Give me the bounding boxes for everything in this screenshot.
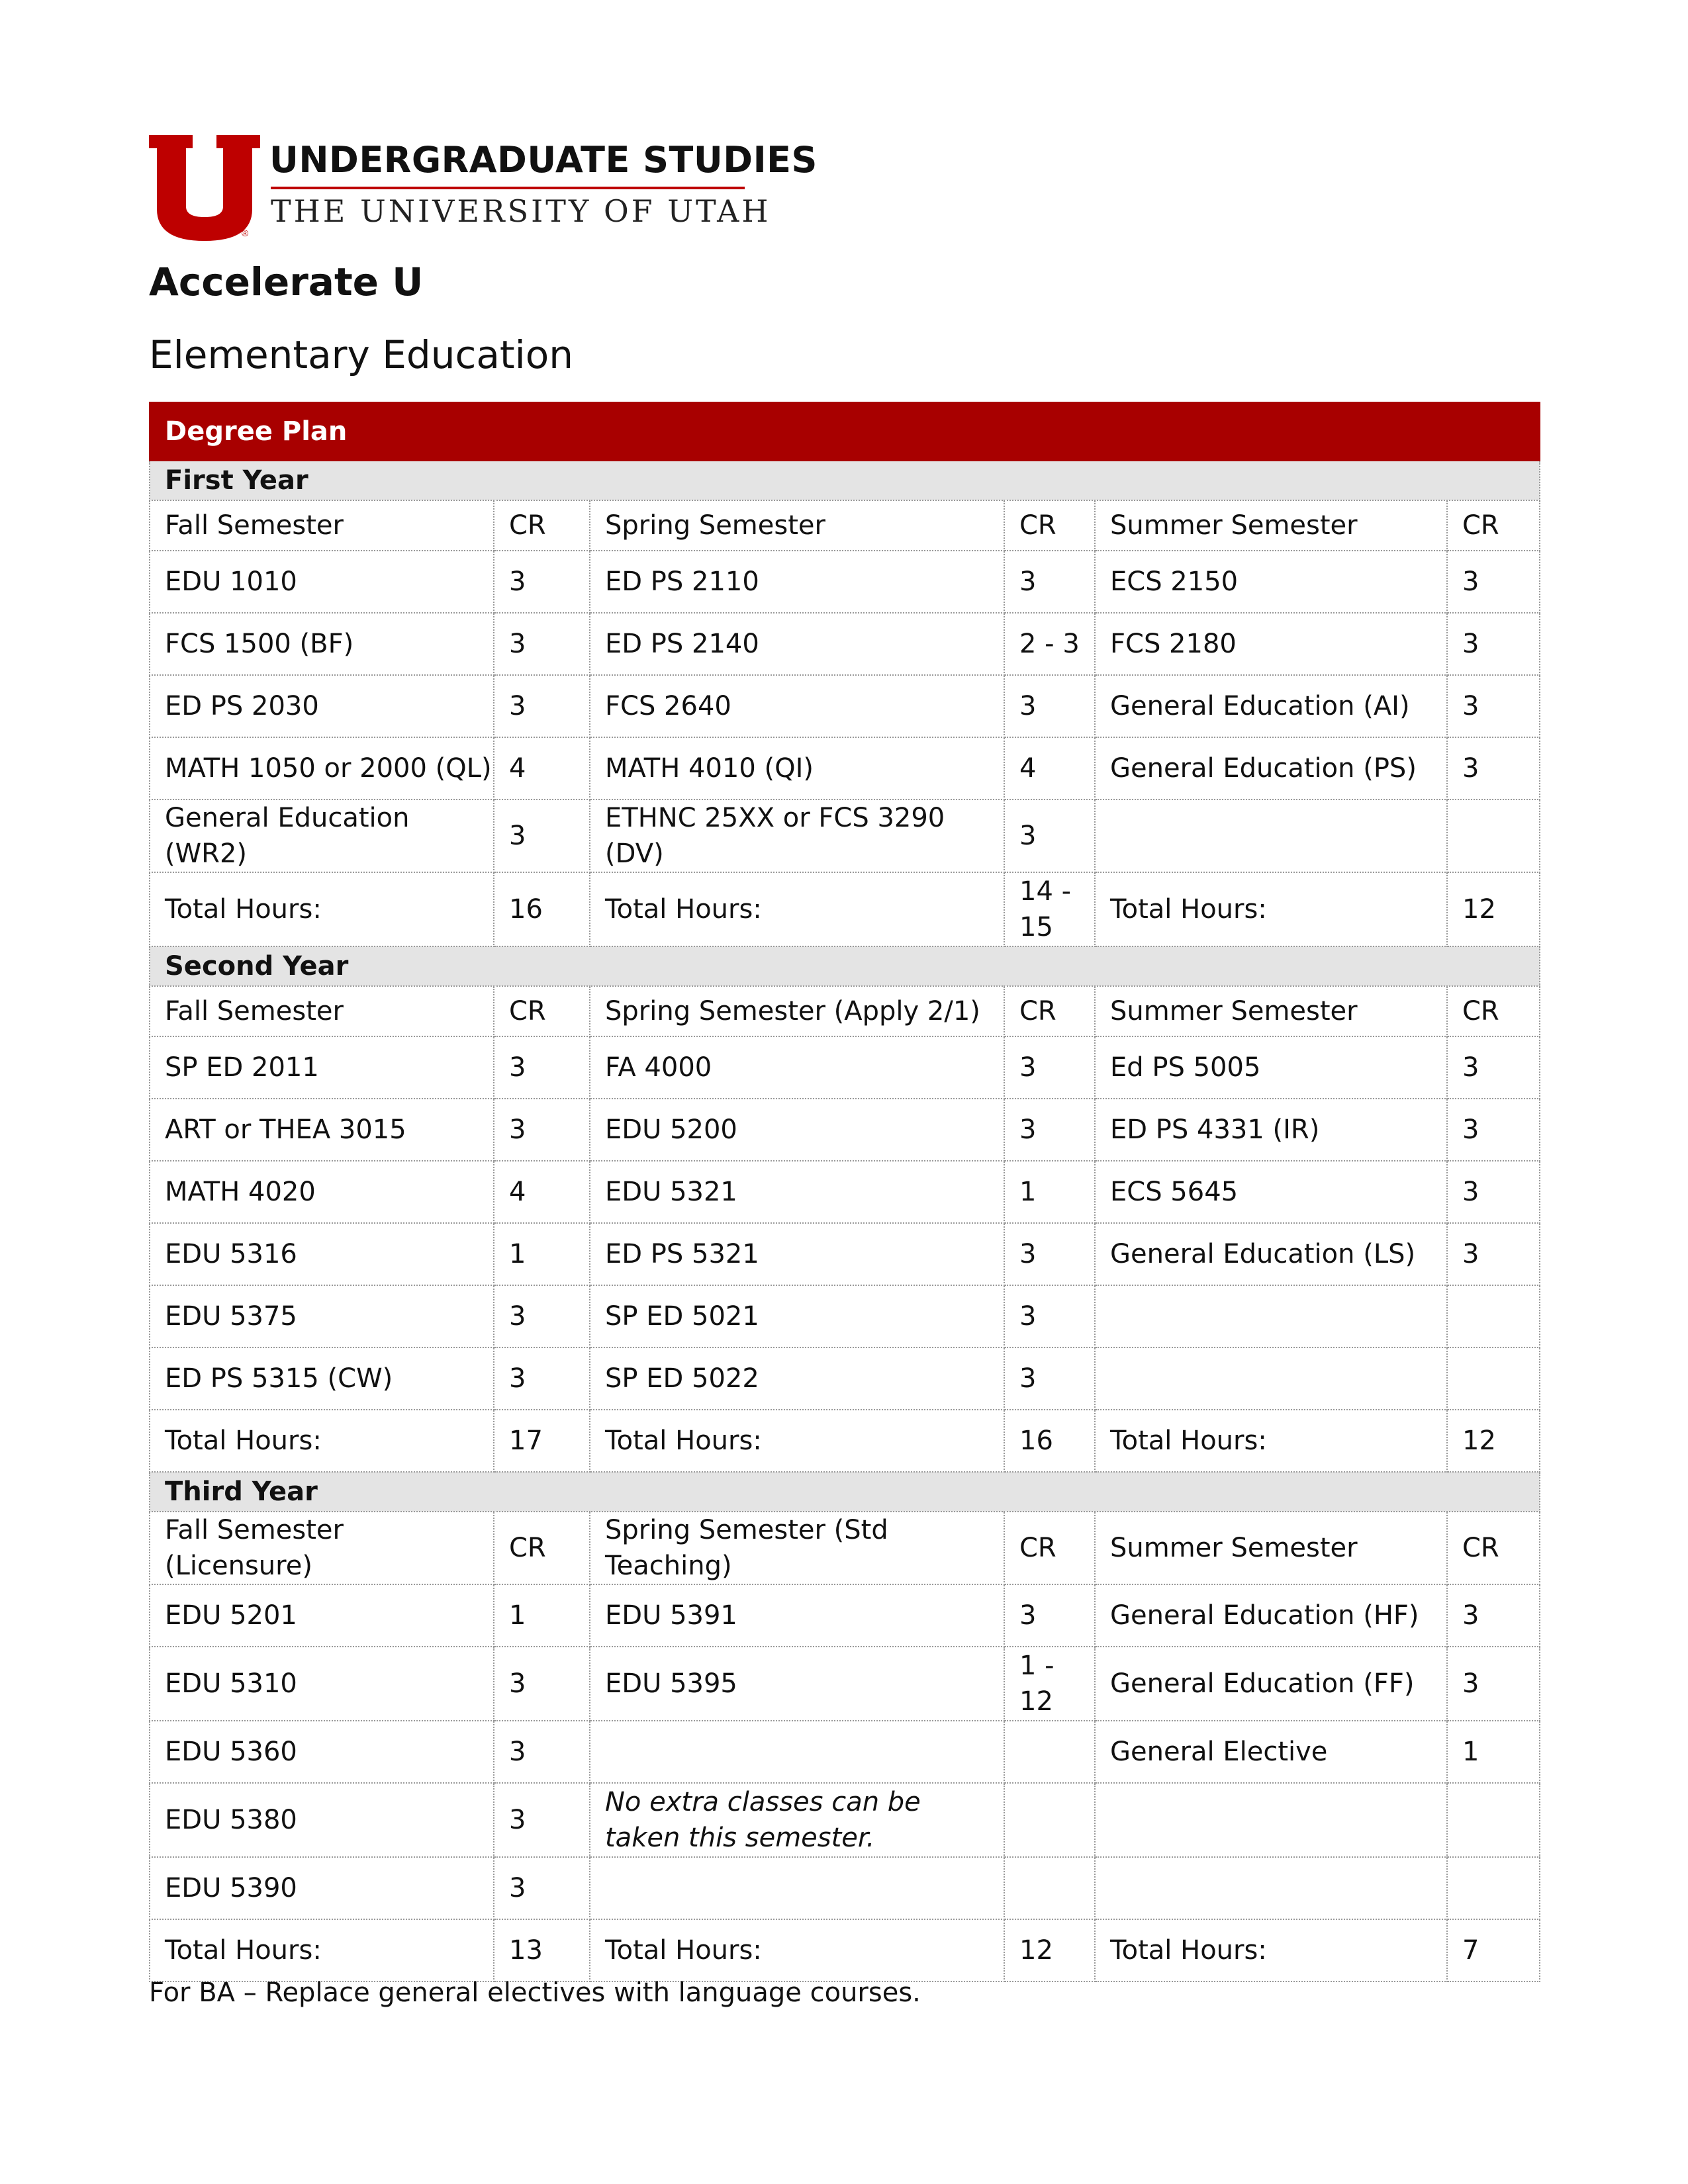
fall-credits: 3 [494,1721,590,1783]
course-row [150,1099,1540,1161]
summer-credits [1447,1857,1540,1919]
spring-credits: 3 [1004,551,1095,613]
course-row [150,1223,1540,1285]
spring-total-label: Total Hours: [590,872,1004,946]
summer-credits: 3 [1447,737,1540,799]
fall-credits: 3 [494,1347,590,1410]
fall-total-hours: 13 [494,1919,590,1981]
fall-course: EDU 5310 [150,1647,494,1721]
spring-course: FA 4000 [590,1036,1004,1099]
summer-course: Ed PS 5005 [1095,1036,1447,1099]
logo-university-name: THE UNIVERSITY OF UTAH [271,193,771,229]
spring-total-hours-value: 14 - 15 [1019,876,1072,942]
fall-course: FCS 1500 (BF) [150,613,494,675]
summer-credits: 1 [1447,1721,1540,1783]
logo-undergraduate-studies: UNDERGRADUATE STUDIES [269,139,818,181]
spring-total-label: Total Hours: [590,1919,1004,1981]
course-row [150,1721,1540,1783]
summer-credits: 3 [1447,551,1540,613]
course-row [150,1857,1540,1919]
spring-course: MATH 4010 (QI) [590,737,1004,799]
course-row [150,1285,1540,1347]
course-row [150,613,1540,675]
course-row [150,675,1540,737]
fall-total-label: Total Hours: [150,1919,494,1981]
spring-course: EDU 5200 [590,1099,1004,1161]
summer-course: General Education (HF) [1095,1584,1447,1647]
fall-total-label: Total Hours: [150,1410,494,1472]
fall-course: EDU 5375 [150,1285,494,1347]
year-header-row [150,946,1540,986]
fall-credits: 3 [494,551,590,613]
summer-course: General Elective [1095,1721,1447,1783]
cr-header: CR [1004,500,1095,551]
fall-course: EDU 5316 [150,1223,494,1285]
spring-course: ED PS 2140 [590,613,1004,675]
course-row [150,1347,1540,1410]
summer-credits: 3 [1447,1099,1540,1161]
spring-credits [1004,1857,1095,1919]
spring-semester-header: Spring Semester (Apply 2/1) [590,986,1004,1036]
spring-credits: 4 [1004,737,1095,799]
spring-semester-header: Spring Semester (Std Teaching) [590,1512,1004,1584]
semester-header-row [150,1512,1540,1584]
summer-course: General Education (FF) [1095,1647,1447,1721]
block-u-logo-icon [149,135,260,241]
spring-total-label: Total Hours: [590,1410,1004,1472]
fall-credits: 3 [494,1783,590,1857]
summer-total-label: Total Hours: [1095,1410,1447,1472]
year-header-row [150,1472,1540,1512]
summer-credits: 3 [1447,1223,1540,1285]
cr-header: CR [1447,986,1540,1036]
fall-credits: 3 [494,1857,590,1919]
spring-credits: 3 [1004,1036,1095,1099]
summer-course [1095,1857,1447,1919]
summer-total-hours: 12 [1447,1410,1540,1472]
degree-plan-banner [150,402,1540,461]
fall-semester-header: Fall Semester [150,986,494,1036]
university-logo [149,135,818,241]
cr-header: CR [494,986,590,1036]
fall-semester-header: Fall Semester (Licensure) [150,1512,494,1584]
fall-credits: 3 [494,675,590,737]
summer-credits: 3 [1447,1036,1540,1099]
summer-course [1095,1285,1447,1347]
spring-total-hours [1004,872,1095,946]
fall-credits: 3 [494,799,590,872]
summer-course [1095,1347,1447,1410]
cr-header: CR [494,500,590,551]
year-header-row [150,461,1540,500]
fall-course: EDU 5390 [150,1857,494,1919]
summer-credits: 3 [1447,675,1540,737]
fall-credits: 3 [494,613,590,675]
course-row [150,551,1540,613]
fall-course: MATH 4020 [150,1161,494,1223]
cr-header: CR [1004,1512,1095,1584]
year-label: First Year [150,461,1540,500]
semester-header-row [150,986,1540,1036]
course-row [150,1647,1540,1721]
spring-course [590,1721,1004,1783]
summer-course: FCS 2180 [1095,613,1447,675]
spring-credits: 3 [1004,675,1095,737]
summer-credits: 3 [1447,1161,1540,1223]
logo-divider [271,187,745,189]
spring-credits: 3 [1004,1099,1095,1161]
summer-semester-header: Summer Semester [1095,500,1447,551]
fall-course: General Education (WR2) [150,799,494,872]
summer-course: General Education (LS) [1095,1223,1447,1285]
spring-credits: 2 - 3 [1004,613,1095,675]
cr-header: CR [1447,500,1540,551]
total-hours-row [150,1410,1540,1472]
spring-course: SP ED 5021 [590,1285,1004,1347]
spring-credits: 3 [1004,1285,1095,1347]
summer-course: General Education (AI) [1095,675,1447,737]
page-title: Accelerate U [149,259,424,304]
course-row [150,1036,1540,1099]
summer-course [1095,1783,1447,1857]
cr-header: CR [1447,1512,1540,1584]
fall-total-hours: 17 [494,1410,590,1472]
spring-course: EDU 5391 [590,1584,1004,1647]
fall-credits: 3 [494,1036,590,1099]
spring-credits: 3 [1004,1347,1095,1410]
summer-semester-header: Summer Semester [1095,1512,1447,1584]
summer-course: ECS 5645 [1095,1161,1447,1223]
summer-total-hours: 12 [1447,872,1540,946]
page-subtitle: Elementary Education [149,332,574,377]
spring-credits: 3 [1004,1223,1095,1285]
summer-credits: 3 [1447,1584,1540,1647]
fall-course: ED PS 5315 (CW) [150,1347,494,1410]
summer-total-label: Total Hours: [1095,1919,1447,1981]
total-hours-row [150,872,1540,946]
year-label: Second Year [150,946,1540,986]
spring-semester-note: No extra classes can be taken this semester. [590,1783,1004,1857]
footnote: For BA – Replace general electives with language courses. [149,1978,921,2008]
summer-credits: 3 [1447,1647,1540,1721]
course-row [150,1161,1540,1223]
spring-credits: 3 [1004,1584,1095,1647]
course-row [150,737,1540,799]
summer-course: ECS 2150 [1095,551,1447,613]
fall-course: EDU 5360 [150,1721,494,1783]
fall-course: MATH 1050 or 2000 (QL) [150,737,494,799]
fall-credits: 4 [494,1161,590,1223]
fall-semester-header: Fall Semester [150,500,494,551]
summer-credits: 3 [1447,613,1540,675]
summer-course [1095,799,1447,872]
spring-credits [1004,1721,1095,1783]
spring-course: EDU 5321 [590,1161,1004,1223]
summer-semester-header: Summer Semester [1095,986,1447,1036]
spring-total-hours: 12 [1004,1919,1095,1981]
semester-header-row [150,500,1540,551]
spring-credits [1004,1783,1095,1857]
registered-mark: ® [242,228,249,238]
fall-course: SP ED 2011 [150,1036,494,1099]
spring-course: ED PS 2110 [590,551,1004,613]
summer-course: General Education (PS) [1095,737,1447,799]
fall-credits: 4 [494,737,590,799]
fall-course: EDU 1010 [150,551,494,613]
course-row [150,799,1540,872]
summer-credits [1447,799,1540,872]
spring-semester-header: Spring Semester [590,500,1004,551]
spring-total-hours: 16 [1004,1410,1095,1472]
course-row [150,1584,1540,1647]
spring-course: EDU 5395 [590,1647,1004,1721]
spring-course: ED PS 5321 [590,1223,1004,1285]
summer-credits [1447,1347,1540,1410]
summer-credits [1447,1783,1540,1857]
fall-course: ART or THEA 3015 [150,1099,494,1161]
fall-course: EDU 5380 [150,1783,494,1857]
summer-total-label: Total Hours: [1095,872,1447,946]
spring-course: SP ED 5022 [590,1347,1004,1410]
fall-total-hours: 16 [494,872,590,946]
total-hours-row [150,1919,1540,1981]
fall-total-label: Total Hours: [150,872,494,946]
fall-course: ED PS 2030 [150,675,494,737]
degree-plan-table [149,402,1540,1982]
cr-header: CR [494,1512,590,1584]
summer-total-hours: 7 [1447,1919,1540,1981]
summer-credits [1447,1285,1540,1347]
spring-credits: 3 [1004,799,1095,872]
fall-credits: 1 [494,1584,590,1647]
fall-credits: 1 [494,1223,590,1285]
year-label: Third Year [150,1472,1540,1512]
fall-credits: 3 [494,1099,590,1161]
spring-course [590,1857,1004,1919]
spring-credits: 1 [1004,1161,1095,1223]
fall-credits: 3 [494,1285,590,1347]
summer-course: ED PS 4331 (IR) [1095,1099,1447,1161]
spring-course: ETHNC 25XX or FCS 3290 (DV) [590,799,1004,872]
spring-course: FCS 2640 [590,675,1004,737]
fall-credits: 3 [494,1647,590,1721]
fall-course: EDU 5201 [150,1584,494,1647]
spring-credits: 1 - 12 [1004,1647,1095,1721]
degree-plan-heading: Degree Plan [150,402,1540,461]
course-row [150,1783,1540,1857]
cr-header: CR [1004,986,1095,1036]
